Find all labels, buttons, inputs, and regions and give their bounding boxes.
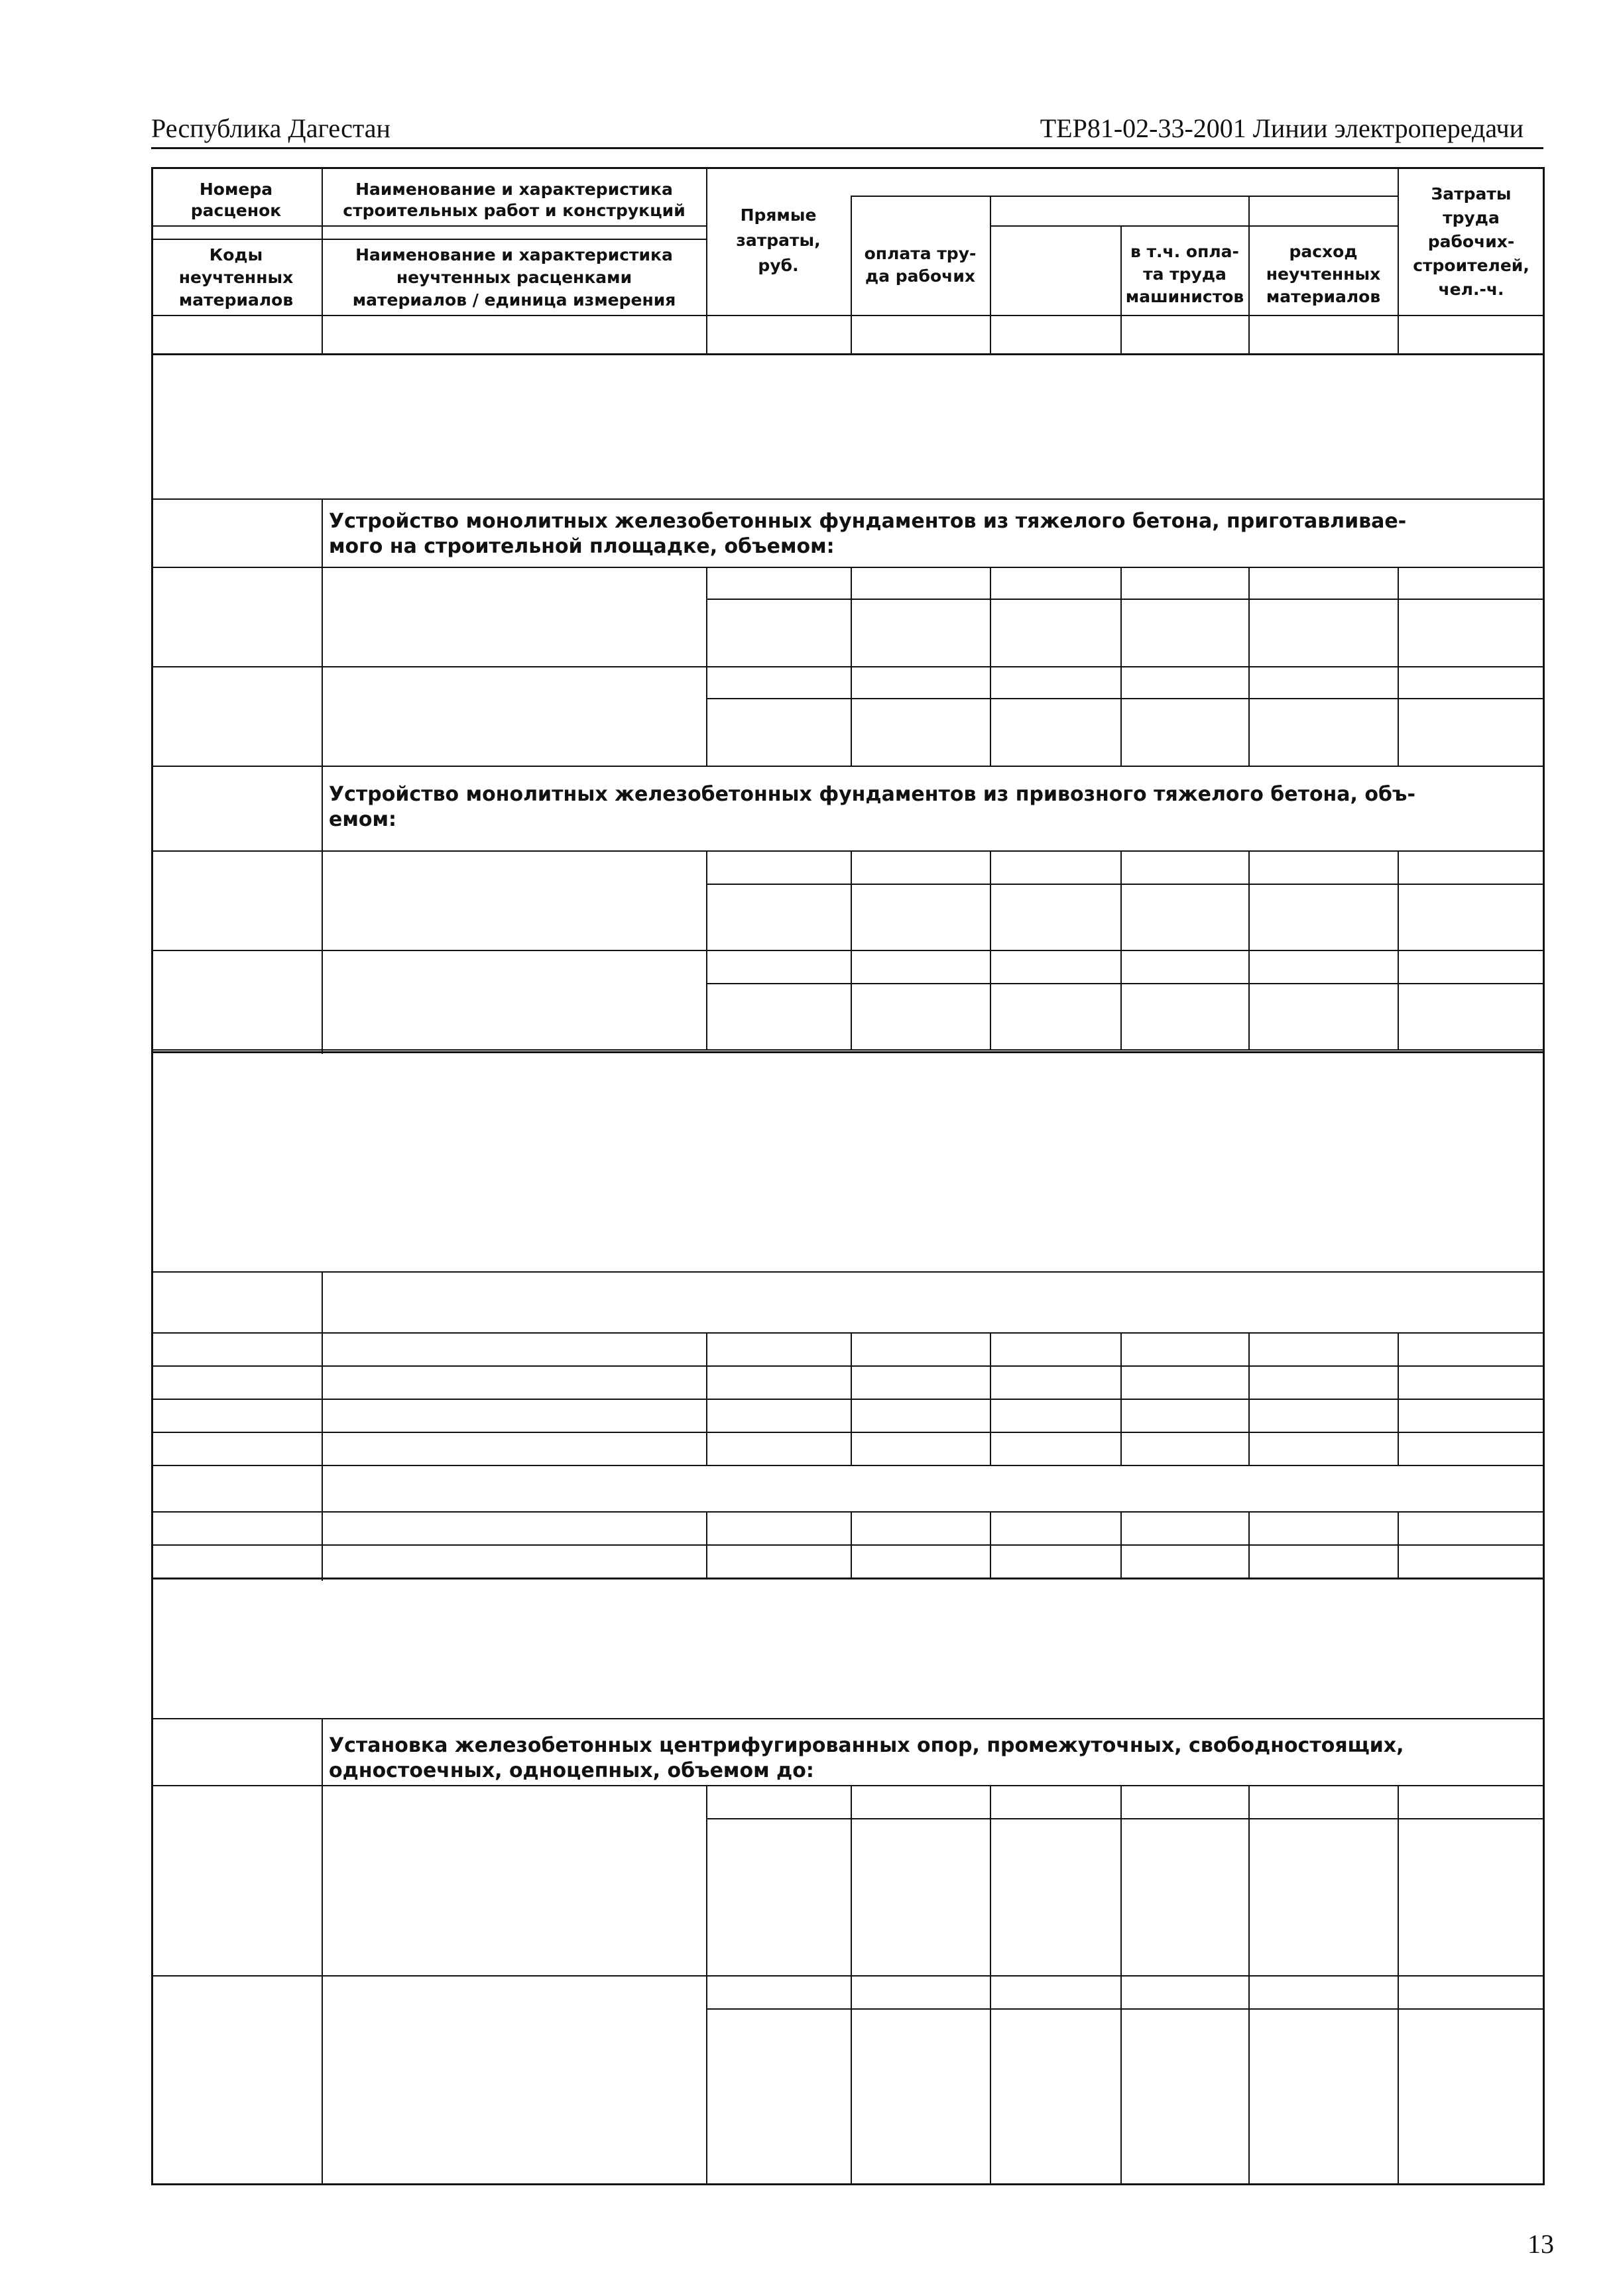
rule: [706, 884, 1545, 885]
rule: [1248, 1332, 1250, 1465]
header-left: Республика Дагестан: [151, 113, 390, 143]
rule: [151, 1544, 1545, 1546]
table-008-subheading-line: Установка железобетонных центрифугированных опор, промежуточных, свободностоящих,: [329, 1734, 1404, 1757]
header-rule: [151, 147, 1543, 149]
rule: [990, 315, 991, 353]
rule: [1398, 1785, 1399, 2185]
rule: [322, 1718, 323, 2185]
rule: [851, 850, 852, 1049]
rule: [851, 1785, 852, 2185]
rule: [151, 1332, 1545, 1334]
col2-header-b-line: Наименование и характеристика: [355, 245, 673, 264]
col2-header-b: [324, 244, 705, 312]
col6-header-line: машинистов: [1125, 287, 1244, 306]
rule: [851, 1511, 852, 1578]
rule: [322, 167, 323, 353]
rule: [1398, 850, 1399, 1049]
rule: [1248, 567, 1250, 766]
rule: [706, 1511, 707, 1578]
page-number: 13: [1527, 2229, 1554, 2259]
table-002-subheading-2: [329, 782, 1535, 832]
col7-header-line: расход: [1289, 242, 1358, 261]
rule: [322, 1271, 323, 1581]
rule: [851, 196, 1398, 197]
rule: [1398, 1332, 1399, 1465]
rule: [706, 1332, 707, 1465]
rule: [706, 698, 1545, 699]
col1-header-b-line: неучтенных: [178, 268, 294, 287]
rule: [151, 315, 1545, 316]
col3-header-line: руб.: [758, 256, 799, 275]
rule: [990, 196, 991, 315]
rule: [151, 1465, 1545, 1466]
rule: [151, 950, 1545, 951]
rule: [151, 666, 1545, 667]
col4-header-line: оплата тру-: [864, 244, 977, 263]
col3-header-line: Прямые: [740, 205, 817, 225]
rule: [151, 353, 1545, 355]
rule: [1248, 315, 1250, 353]
col8-header-line: Затраты: [1431, 184, 1512, 203]
rule: [706, 567, 707, 766]
rule: [706, 983, 1545, 984]
rule: [151, 1718, 1545, 1719]
running-header: [151, 113, 1524, 147]
rule: [151, 1051, 1545, 1053]
rule: [1120, 1511, 1122, 1578]
rule: [1120, 1332, 1122, 1465]
col4-header-line: да рабочих: [865, 266, 975, 286]
col7-header-line: неучтенных: [1266, 264, 1381, 284]
col3-header: [708, 203, 849, 278]
rule: [151, 1271, 1545, 1273]
table-008-subheading: [329, 1733, 1535, 1784]
col7-header-line: материалов: [1266, 287, 1381, 306]
rule: [990, 1332, 991, 1465]
col1-header-a-line: Номера: [199, 180, 273, 199]
rule: [706, 850, 707, 1049]
rule: [1398, 567, 1399, 766]
col2-header-a: [324, 179, 705, 221]
rule: [151, 1049, 1545, 1051]
rule: [1248, 1511, 1250, 1578]
rule: [706, 1818, 1545, 1819]
rule: [151, 1432, 1545, 1433]
price-table: [151, 167, 1545, 2185]
rule: [990, 567, 991, 766]
col8-header: [1399, 182, 1543, 302]
table-002-subheading-2-line: Устройство монолитных железобетонных фундаментов из привозного тяжелого бетона, объ-: [329, 783, 1415, 806]
col1-header-b-line: Коды: [209, 245, 263, 264]
rule: [151, 766, 1545, 767]
rule: [151, 567, 1545, 568]
rule: [151, 1511, 1545, 1513]
table-008-subheading-line: одностоечных, одноцепных, объемом до:: [329, 1759, 814, 1782]
rule: [322, 567, 323, 766]
rule: [151, 225, 706, 227]
rule: [990, 850, 991, 1049]
table-002-subheading-2-line: емом:: [329, 808, 396, 831]
rule: [990, 1511, 991, 1578]
rule: [151, 1578, 1545, 1579]
col4-header: [852, 243, 988, 288]
rule: [990, 225, 1398, 227]
rule: [706, 599, 1545, 600]
rule: [851, 1332, 852, 1465]
table-002-subheading-1: [329, 509, 1535, 559]
col1-header-a: [152, 179, 320, 221]
rule: [151, 1975, 1545, 1977]
rule: [706, 167, 707, 353]
col6-header: [1122, 241, 1248, 308]
col8-header-line: чел.-ч.: [1438, 280, 1504, 299]
col3-header-line: затраты,: [736, 231, 821, 250]
rule: [1120, 567, 1122, 766]
rule: [851, 315, 852, 353]
col2-header-a-line: Наименование и характеристика: [355, 180, 673, 199]
rule: [151, 1785, 1545, 1786]
col2-header-b-line: материалов / единица измерения: [352, 290, 676, 310]
rule: [1120, 315, 1122, 353]
rule: [151, 1399, 1545, 1400]
rule: [151, 850, 1545, 852]
rule: [151, 1365, 1545, 1367]
rule: [1120, 1785, 1122, 2185]
col8-header-line: строителей,: [1413, 256, 1529, 275]
col2-header-a-line: строительных работ и конструкций: [343, 201, 686, 220]
col8-header-line: рабочих-: [1427, 232, 1515, 251]
table-002-subheading-1-line: Устройство монолитных железобетонных фундаментов из тяжелого бетона, приготавливае-: [329, 510, 1407, 533]
col8-header-line: труда: [1443, 208, 1500, 227]
rule: [706, 1785, 707, 2185]
col6-header-line: в т.ч. опла-: [1130, 242, 1239, 261]
col1-header-a-line: расценок: [190, 201, 282, 220]
rule: [1120, 850, 1122, 1049]
col2-header-b-line: неучтенных расценками: [396, 268, 632, 287]
rule: [151, 498, 1545, 500]
header-right: ТЕР81-02-33-2001 Линии электропередачи: [1040, 113, 1524, 143]
table-002-subheading-1-line: мого на строительной площадке, объемом:: [329, 535, 835, 558]
rule: [151, 239, 706, 240]
col6-header-line: та труда: [1143, 264, 1227, 284]
rule: [990, 1785, 991, 2185]
rule: [1248, 850, 1250, 1049]
rule: [322, 850, 323, 1049]
col1-header-b: [152, 244, 320, 312]
rule: [851, 567, 852, 766]
col1-header-b-line: материалов: [178, 290, 294, 310]
rule: [1248, 1785, 1250, 2185]
col7-header: [1250, 241, 1397, 308]
rule: [706, 2008, 1545, 2010]
rule: [1398, 1511, 1399, 1578]
